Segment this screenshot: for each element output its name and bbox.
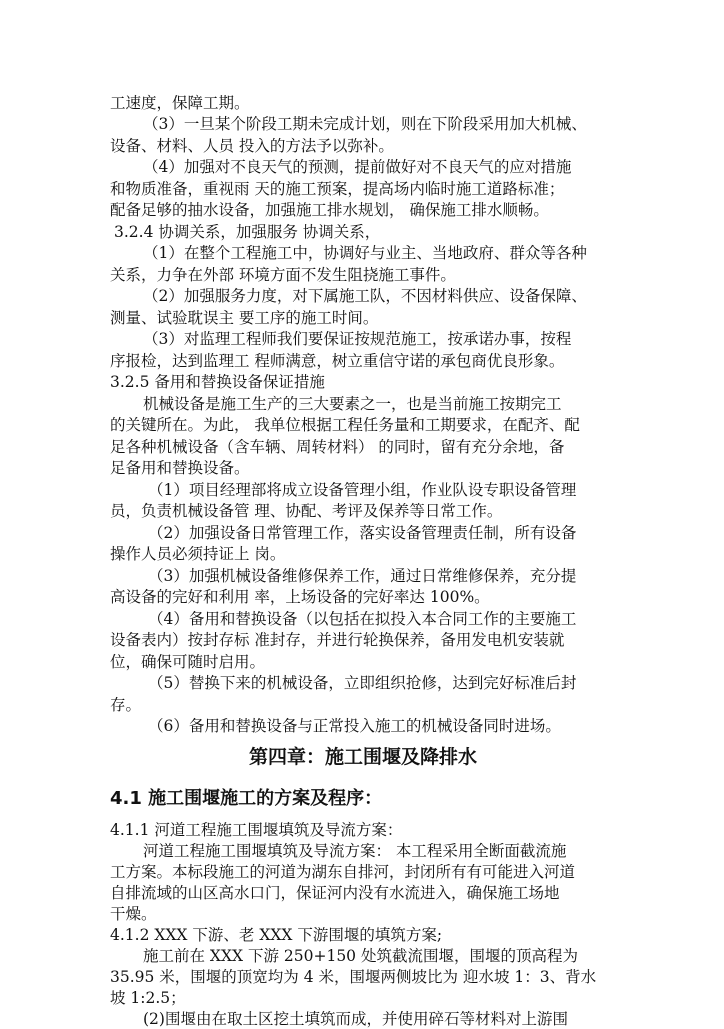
subsection-heading: 4.1.1 河道工程施工围堰填筑及导流方案：	[110, 821, 403, 839]
text-line: （5）替换下来的机械设备，立即组织抢修，达到完好标准后封	[148, 674, 577, 692]
subsection-heading: 3.2.5 备用和替换设备保证措施	[110, 373, 325, 391]
text-line: 施工前在 XXX 下游 250+150 处筑截流围堰，围堰的顶高程为	[143, 947, 578, 965]
text-line: （4）备用和替换设备（以包括在拟投入本合同工作的主要施工	[148, 610, 577, 628]
text-line: （3）对监理工程师我们要保证按规范施工，按承诺办事，按程	[143, 330, 572, 348]
text-line: （1）项目经理部将成立设备管理小组，作业队设专职设备管理	[148, 481, 577, 499]
text-line: 序报检，达到监理工 程师满意，树立重信守诺的承包商优良形象。	[110, 352, 565, 370]
text-line: 机械设备是施工生产的三大要素之一，也是当前施工按期完工	[143, 395, 562, 413]
text-line: 设备、材料、人员 投入的方法予以弥补。	[110, 137, 394, 155]
text-line: 足备用和替换设备。	[110, 459, 250, 477]
text-line: 配备足够的抽水设备，加强施工排水规划， 确保施工排水顺畅。	[110, 201, 549, 219]
text-line: 坡 1:2.5；	[110, 989, 186, 1007]
text-line: （2）加强服务力度，对下属施工队，不因材料供应、设备保障、	[143, 287, 587, 305]
text-line: 测量、试验耽误主 要工序的施工时间。	[110, 309, 379, 327]
text-line: 设备表内）按封存标 准封存，并进行轮换保养，备用发电机安装就	[110, 631, 565, 649]
text-line: （3）加强机械设备维修保养工作，通过日常维修保养，充分提	[148, 567, 577, 585]
text-line: 河道工程施工围堰填筑及导流方案： 本工程采用全断面截流施	[143, 842, 567, 860]
text-line: （1）在整个工程施工中，协调好与业主、当地政府、群众等各种	[143, 244, 587, 262]
text-line: （4）加强对不良天气的预测，提前做好对不良天气的应对措施	[143, 158, 572, 176]
text-line: 工方案。本标段施工的河道为湖东自排河，封闭所有有可能进入河道	[110, 863, 576, 881]
text-line: 位，确保可随时启用。	[110, 653, 266, 671]
text-line: （6）备用和替换设备与正常投入施工的机械设备同时进场。	[148, 717, 561, 735]
text-line: 足各种机械设备（含车辆、周转材料） 的同时，留有充分余地，备	[110, 438, 565, 456]
text-line: （2）加强设备日常管理工作，落实设备管理责任制，所有设备	[148, 524, 577, 542]
chapter-title: 第四章：施工围堰及降排水	[248, 746, 477, 768]
text-line: 35.95 米，围堰的顶宽均为 4 米，围堰两侧坡比为 迎水坡 1：3、背水	[110, 968, 597, 986]
text-line: 操作人员必须持证上 岗。	[110, 545, 286, 563]
text-line: 关系，力争在外部 环境方面不发生阻挠施工事件。	[110, 266, 456, 284]
subsection-heading: 4.1.2 XXX 下游、老 XXX 下游围堰的填筑方案;	[110, 926, 443, 944]
text-line: 的关键所在。为此， 我单位根据工程任务量和工期要求，在配齐、配	[110, 416, 580, 434]
text-line: (2)围堰由在取土区挖土填筑而成，并使用碎石等材料对上游围	[143, 1010, 568, 1028]
text-line: 高设备的完好和利用 率，上场设备的完好率达 100%。	[110, 588, 490, 606]
text-line: 干燥。	[110, 905, 157, 923]
text-line: 员，负责机械设备管 理、协配、考评及保养等日常工作。	[110, 502, 503, 520]
text-line: 存。	[110, 696, 142, 714]
section-heading: 4.1 施工围堰施工的方案及程序：	[110, 788, 383, 809]
text-line: 工速度，保障工期。	[110, 94, 250, 112]
subsection-heading: 3.2.4 协调关系，加强服务 协调关系，	[114, 223, 381, 241]
text-line: （3）一旦某个阶段工期未完成计划，则在下阶段采用加大机械、	[143, 115, 587, 133]
text-line: 和物质准备，重视雨 天的施工预案，提高场内临时施工道路标准；	[110, 180, 565, 198]
text-line: 自排流域的山区高水口门，保证河内没有水流进入，确保施工场地	[110, 884, 560, 902]
